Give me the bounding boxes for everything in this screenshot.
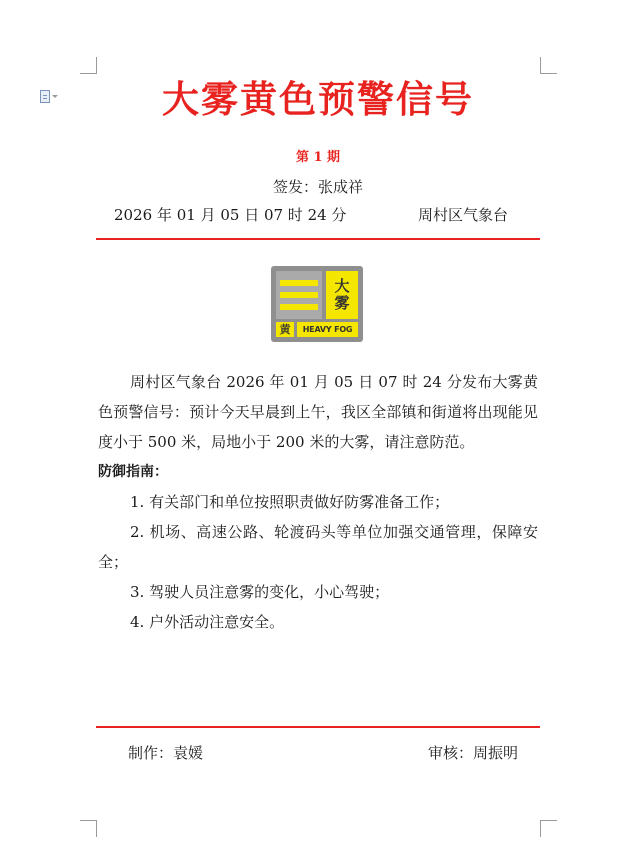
document-body bbox=[98, 367, 538, 637]
issue-time: 2026 年 01 月 05 日 07 时 24 分 bbox=[114, 206, 347, 224]
signal-stripe bbox=[280, 280, 318, 286]
guide-heading: 防御指南： bbox=[98, 464, 168, 480]
signal-hazard-label bbox=[326, 271, 358, 319]
crop-mark-bottom-right bbox=[540, 820, 557, 837]
signer-line: 签发：张成祥 bbox=[272, 178, 363, 196]
footer-divider bbox=[96, 726, 540, 728]
crop-mark-top-left bbox=[80, 57, 97, 74]
guide-item: 4. 户外活动注意安全。 bbox=[130, 613, 285, 631]
header-divider bbox=[96, 238, 540, 240]
signal-level-label: 黄 bbox=[276, 322, 294, 337]
document-icon bbox=[40, 90, 50, 103]
dropdown-caret-icon bbox=[52, 95, 58, 98]
warning-paragraph: 周村区气象台 2026 年 01 月 05 日 07 时 24 分发布大雾黄色预警信号：预计今天早晨到上午，我区全部镇和街道将出现能见度小于 500 米，局地小于 200 米的大雾，请注意防范。 bbox=[98, 373, 538, 451]
signal-english-label: HEAVY FOG bbox=[297, 322, 358, 337]
reviewer-name: 审核：周振明 bbox=[427, 744, 518, 762]
guide-item: 1. 有关部门和单位按照职责做好防雾准备工作； bbox=[130, 493, 450, 511]
issue-number: 第 1 期 bbox=[295, 150, 341, 165]
crop-mark-bottom-left bbox=[80, 820, 97, 837]
maker-name: 制作：袁媛 bbox=[128, 744, 204, 762]
signal-hazard-char: 大 bbox=[334, 277, 350, 295]
signal-stripe bbox=[280, 304, 318, 310]
heavy-fog-signal-icon bbox=[271, 266, 363, 342]
document-title: 大雾黄色预警信号 bbox=[162, 78, 474, 121]
issuer-name: 周村区气象台 bbox=[417, 206, 508, 224]
document-menu-icon[interactable] bbox=[40, 89, 62, 103]
guide-item: 3. 驾驶人员注意雾的变化，小心驾驶； bbox=[130, 583, 390, 601]
crop-mark-top-right bbox=[540, 57, 557, 74]
guide-item: 2. 机场、高速公路、轮渡码头等单位加强交通管理，保障安全； bbox=[98, 523, 538, 571]
signal-stripe bbox=[280, 292, 318, 298]
signal-hazard-char: 雾 bbox=[334, 294, 350, 312]
